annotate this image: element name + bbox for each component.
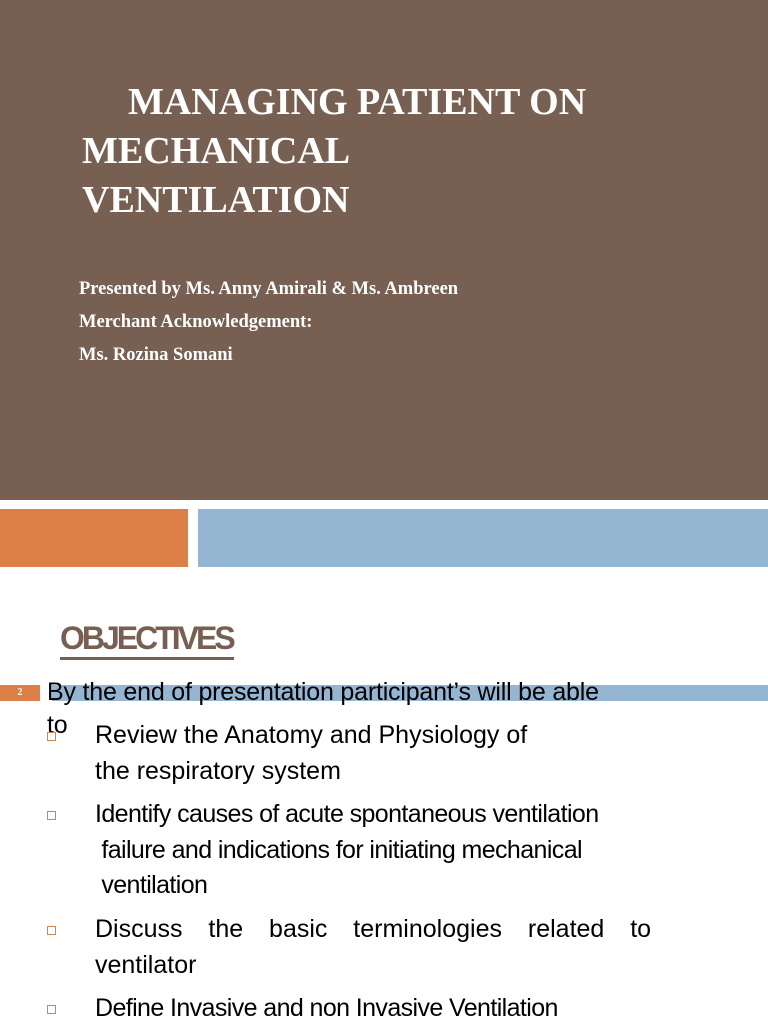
presenter-credits xyxy=(79,273,679,372)
slide-title xyxy=(82,78,722,225)
title-line: MECHANICAL xyxy=(82,130,351,172)
title-slide xyxy=(0,0,768,500)
credits-line: Ms. Rozina Somani xyxy=(79,345,233,365)
objective-line: the respiratory system xyxy=(95,756,341,785)
accent-band-blue xyxy=(198,509,768,567)
intro-line: By the end of presentation participant’s will be able xyxy=(47,678,599,706)
accent-band-orange xyxy=(0,509,188,567)
objective-line: failure and indications for initiating mechanical xyxy=(95,835,582,864)
objective-line: Review the Anatomy and Physiology of xyxy=(95,721,528,749)
heading-underline xyxy=(60,657,234,660)
objective-text xyxy=(95,797,660,904)
objective-text xyxy=(95,718,660,789)
objective-text xyxy=(95,991,660,1027)
objective-line: Discuss the basic terminologies related to xyxy=(95,915,652,943)
square-bullet-icon xyxy=(47,811,56,820)
objectives-heading: OBJECTIVES xyxy=(60,620,233,656)
objectives-slide xyxy=(0,568,768,1024)
slide-number: 2 xyxy=(17,687,23,698)
objective-line: Define Invasive and non Invasive Ventilation xyxy=(95,994,558,1022)
intro-line: to xyxy=(47,711,68,739)
objective-line: ventilation xyxy=(95,871,208,899)
title-line: MANAGING PATIENT ON xyxy=(128,81,587,123)
square-bullet-icon xyxy=(47,732,56,741)
objective-line: Identify causes of acute spontaneous ventilation xyxy=(95,800,599,828)
credits-line: Presented by Ms. Anny Amirali & Ms. Ambreen xyxy=(79,279,459,299)
title-line: VENTILATION xyxy=(82,179,350,221)
square-bullet-icon xyxy=(47,926,56,935)
objective-line: ventilator xyxy=(95,950,197,979)
credits-line: Merchant Acknowledgement: xyxy=(79,312,313,332)
square-bullet-icon xyxy=(47,1005,56,1014)
objective-text xyxy=(95,912,660,983)
